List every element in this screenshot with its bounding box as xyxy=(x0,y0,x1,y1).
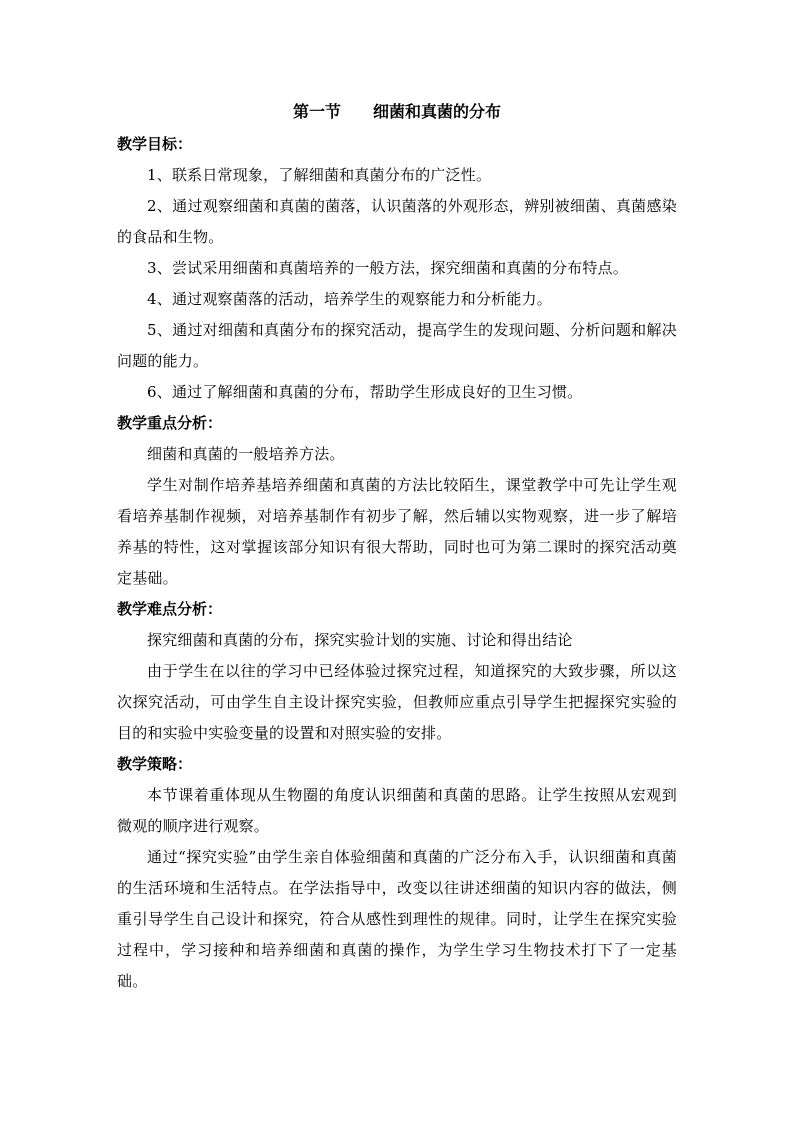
goal-item-5: 5、通过对细菌和真菌分布的探究活动，提高学生的发现问题、分析问题和解决问题的能力。 xyxy=(117,321,677,370)
strategy-paragraph: 本节课着重体现从生物圈的角度认识细菌和真菌的思路。让学生按照从宏观到微观的顺序进行观察。 xyxy=(117,786,677,835)
section-key-points xyxy=(117,408,677,594)
key-point-paragraph: 细菌和真菌的一般培养方法。 xyxy=(147,445,345,463)
section-heading: 教学难点分析： xyxy=(117,600,223,618)
section-teaching-strategy xyxy=(117,749,677,997)
document-page xyxy=(117,96,677,997)
section-heading: 教学目标： xyxy=(117,135,193,153)
document-title: 第一节 细菌和真菌的分布 xyxy=(292,102,501,121)
goal-item-6: 6、通过了解细菌和真菌的分布，帮助学生形成良好的卫生习惯。 xyxy=(147,383,583,401)
difficult-point-paragraph: 探究细菌和真菌的分布，探究实验计划的实施、讨论和得出结论 xyxy=(147,631,573,649)
section-difficult-points xyxy=(117,594,677,749)
section-heading: 教学重点分析： xyxy=(117,414,223,432)
section-heading: 教学策略： xyxy=(117,755,193,773)
key-point-paragraph: 学生对制作培养基培养细菌和真菌的方法比较陌生，课堂教学中可先让学生观看培养基制作视频，对培养基制作有初步了解，然后辅以实物观察，进一步了解培养基的特性，这对掌握该部分知识有很大帮助，同时也可为第二课时的探究活动奠定基础。 xyxy=(117,476,677,587)
goal-item-4: 4、通过观察菌落的活动，培养学生的观察能力和分析能力。 xyxy=(147,290,552,308)
goal-item-3: 3、尝试采用细菌和真菌培养的一般方法，探究细菌和真菌的分布特点。 xyxy=(147,259,628,277)
goal-item-2: 2、通过观察细菌和真菌的菌落，认识菌落的外观形态，辨别被细菌、真菌感染的食品和生物。 xyxy=(117,197,677,246)
section-teaching-goals xyxy=(117,129,677,408)
goal-item-1: 1、联系日常现象，了解细菌和真菌分布的广泛性。 xyxy=(147,166,492,184)
difficult-point-paragraph: 由于学生在以往的学习中已经体验过探究过程，知道探究的大致步骤，所以这次探究活动，可由学生自主设计探究实验，但教师应重点引导学生把握探究实验的目的和实验中实验变量的设置和对照实验的安排。 xyxy=(117,662,677,742)
strategy-paragraph: 通过“探究实验”由学生亲自体验细菌和真菌的广泛分布入手，认识细菌和真菌的生活环境和生活特点。在学法指导中，改变以往讲述细菌的知识内容的做法，侧重引导学生自己设计和探究，符合从感性到理性的规律。同时，让学生在探究实验过程中，学习接种和培养细菌和真菌的操作，为学生学习生物技术打下了一定基础。 xyxy=(117,848,677,990)
